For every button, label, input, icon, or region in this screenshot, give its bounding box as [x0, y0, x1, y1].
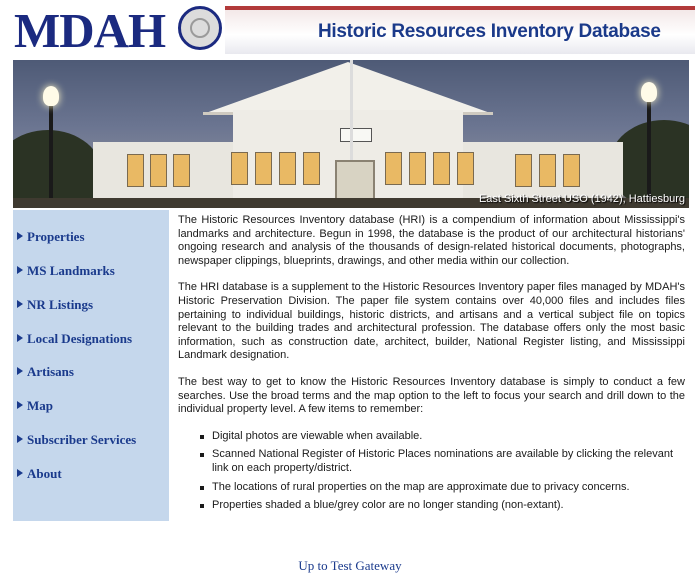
arrow-right-icon	[17, 435, 23, 443]
sidebar-item-label: Properties	[27, 229, 85, 244]
arrow-right-icon	[17, 367, 23, 375]
lamp-post	[49, 102, 53, 208]
window	[563, 154, 580, 187]
sidebar-item-ms-landmarks[interactable]	[17, 263, 115, 279]
list-item: Properties shaded a blue/grey color are no longer standing (non-extant).	[212, 499, 685, 513]
list-item: Digital photos are viewable when available.	[212, 430, 685, 444]
window	[303, 152, 320, 185]
sidebar-item-local-designations[interactable]	[17, 331, 132, 347]
list-item: Scanned National Register of Historic Places nominations are available by clicking the relevant link on each property/district.	[212, 448, 685, 475]
howto-paragraph: The best way to get to know the Historic Resources Inventory database is simply to conduct a few searches. Use the broad terms and the map option to the left to focus your search and drill down to the individual property level. A few items to remember:	[178, 375, 685, 416]
window	[279, 152, 296, 185]
sidebar-item-nr-listings[interactable]	[17, 297, 93, 313]
photo-caption: East Sixth Street USO (1942), Hattiesburg	[478, 193, 685, 205]
sidebar-item-artisans[interactable]	[17, 364, 74, 380]
lamp-post	[647, 98, 651, 208]
sidebar-item-label: MS Landmarks	[27, 263, 115, 278]
window	[255, 152, 272, 185]
page-header	[0, 0, 700, 60]
sidebar-item-label: Map	[27, 398, 53, 413]
sidebar-item-label: Artisans	[27, 364, 74, 379]
state-seal-icon	[178, 6, 222, 50]
arrow-right-icon	[17, 232, 23, 240]
sidebar-nav	[13, 210, 169, 521]
arrow-right-icon	[17, 266, 23, 274]
supplement-paragraph: The HRI database is a supplement to the Historic Resources Inventory paper files managed by MDAH's Historic Preservation Division. The paper file system contains over 40,000 files and includes files pertaining to individual buildings, historic districts, and artisans and a vertical subject file on topics relevant to the building trades and architectural profession. The database offers only the most basic information, such as construction date, architect, builder, National Register listing, and Mississippi Landmark designation.	[178, 281, 685, 362]
sidebar-item-label: Local Designations	[27, 331, 133, 346]
sidebar-item-label: NR Listings	[27, 297, 94, 312]
mdah-logo[interactable]: MDAH	[14, 3, 166, 58]
list-item: The locations of rural properties on the map are approximate due to privacy concerns.	[212, 481, 685, 495]
sidebar-item-subscriber-services[interactable]	[17, 432, 136, 448]
sidebar-item-about[interactable]	[17, 466, 62, 482]
up-to-test-gateway-link[interactable]: Up to Test Gateway	[298, 558, 402, 573]
lamp-icon	[43, 86, 59, 106]
main-content	[178, 214, 685, 518]
tree-left	[13, 130, 103, 208]
window	[231, 152, 248, 185]
arrow-right-icon	[17, 469, 23, 477]
arrow-right-icon	[17, 300, 23, 308]
sidebar-item-label: About	[27, 466, 62, 481]
window	[515, 154, 532, 187]
site-title: Historic Resources Inventory Database	[318, 21, 661, 42]
window	[409, 152, 426, 185]
sidebar-item-label: Subscriber Services	[27, 432, 137, 447]
window	[173, 154, 190, 187]
window	[457, 152, 474, 185]
sidebar-item-map[interactable]	[17, 398, 53, 414]
intro-paragraph: The Historic Resources Inventory database (HRI) is a compendium of information about Mississippi's landmarks and architecture. Begun in 1998, the database is the product of our architectural historians' ongoing research and analysis of the thousands of design-related historical documents, photographs, newspaper clippings, blueprints, drawings, and other media within our collection.	[178, 214, 685, 267]
arrow-right-icon	[17, 334, 23, 342]
sidebar-item-properties[interactable]	[17, 229, 85, 245]
arrow-right-icon	[17, 401, 23, 409]
window	[385, 152, 402, 185]
building-gable	[203, 62, 493, 114]
lamp-icon	[641, 82, 657, 102]
building-sign	[340, 128, 372, 142]
window	[127, 154, 144, 187]
tips-list	[178, 430, 685, 513]
window	[539, 154, 556, 187]
window	[150, 154, 167, 187]
window	[433, 152, 450, 185]
hero-photo	[13, 60, 689, 208]
